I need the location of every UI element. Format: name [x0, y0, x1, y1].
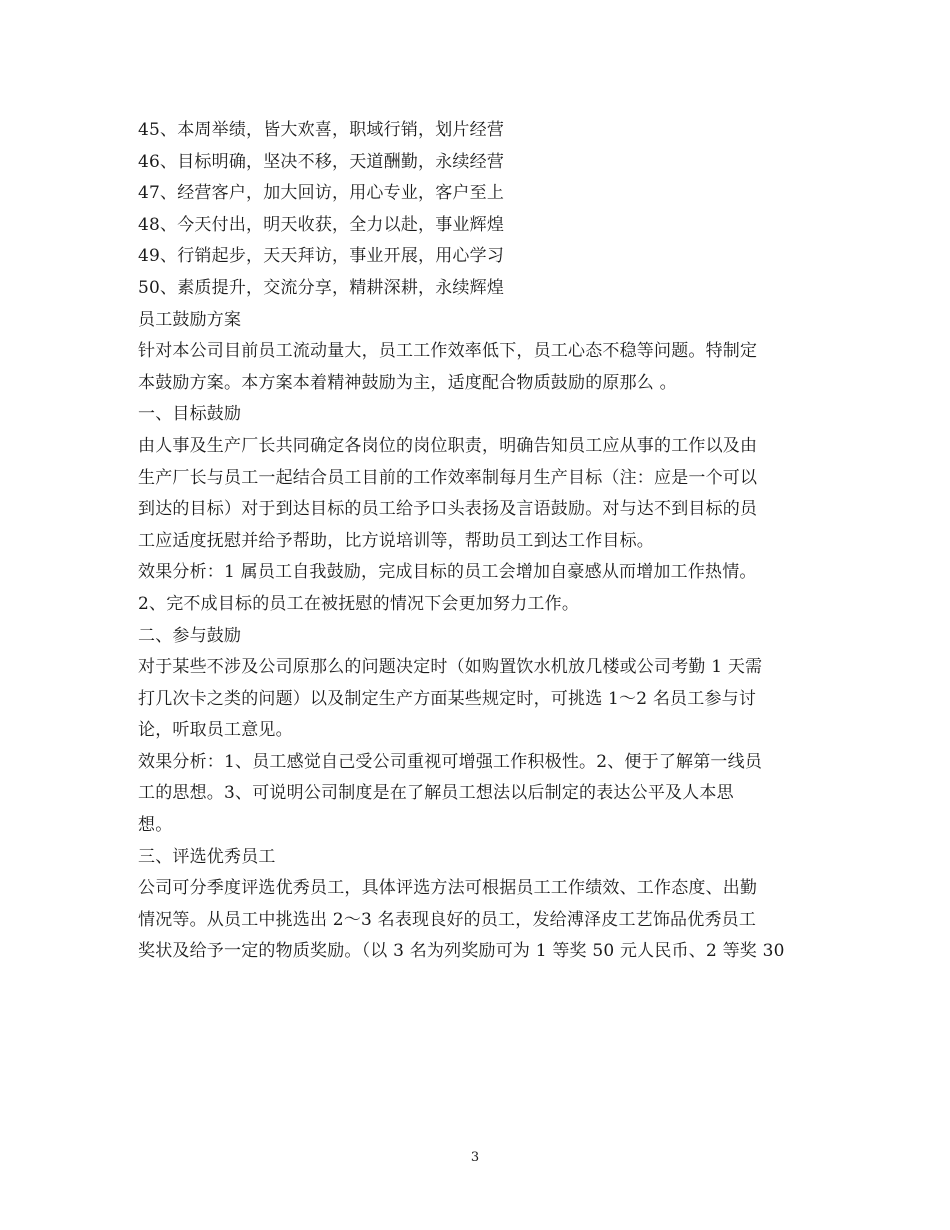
paragraph-line: 工应适度抚慰并给予帮助，比方说培训等，帮助员工到达工作目标。 — [138, 530, 654, 551]
paragraph-line: 效果分析：1 属员工自我鼓励，完成目标的员工会增加自豪感从而增加工作热情。 — [138, 562, 757, 583]
section-heading: 二、参与鼓励 — [138, 625, 242, 646]
paragraph-line: 工的思想。3、可说明公司制度是在了解员工想法以后制定的表达公平及人本思 — [138, 783, 734, 804]
text-line: 45、本周举绩，皆大欢喜，职域行销，划片经营 — [138, 120, 505, 140]
page-number: 3 — [470, 1150, 480, 1165]
section-heading: 一、目标鼓励 — [138, 404, 242, 425]
text-line: 46、目标明确，坚决不移，天道酬勤，永续经营 — [138, 151, 505, 172]
paragraph-line: 2、完不成目标的员工在被抚慰的情况下会更加努力工作。 — [138, 593, 580, 614]
document-body — [138, 115, 818, 968]
paragraph-line: 到达的目标）对于到达目标的员工给予口头表扬及言语鼓励。对与达不到目标的员 — [138, 499, 758, 520]
paragraph-line: 对于某些不涉及公司原那么的问题决定时（如购置饮水机放几楼或公司考勤 1 天需 — [138, 657, 763, 678]
text-line: 49、行销起步，天天拜访，事业开展，用心学习 — [138, 246, 505, 267]
paragraph-line: 情况等。从员工中挑选出 2～3 名表现良好的员工，发给溥泽皮工艺饰品优秀员工 — [138, 909, 757, 930]
section-title: 员工鼓励方案 — [138, 309, 242, 330]
paragraph-line: 效果分析：1、员工感觉自己受公司重视可增强工作积极性。2、便于了解第一线员 — [138, 751, 763, 772]
paragraph-line: 由人事及生产厂长共同确定各岗位的岗位职责，明确告知员工应从事的工作以及由 — [138, 435, 758, 456]
paragraph-line: 针对本公司目前员工流动量大，员工工作效率低下，员工心态不稳等问题。特制定 — [138, 341, 758, 362]
text-line: 48、今天付出，明天收获，全力以赴，事业辉煌 — [138, 214, 505, 235]
paragraph-line: 本鼓励方案。本方案本着精神鼓励为主，适度配合物质鼓励的原那么 。 — [138, 372, 677, 393]
paragraph-line: 打几次卡之类的问题）以及制定生产方面某些规定时，可挑选 1～2 名员工参与讨 — [138, 688, 757, 709]
text-line: 47、经营客户，加大回访，用心专业，客户至上 — [138, 183, 505, 204]
text-line: 50、素质提升，交流分享，精耕深耕，永续辉煌 — [138, 277, 505, 298]
paragraph-line: 公司可分季度评选优秀员工，具体评选方法可根据员工工作绩效、工作态度、出勤 — [138, 878, 758, 899]
section-heading: 三、评选优秀员工 — [138, 846, 276, 867]
paragraph-line: 生产厂长与员工一起结合员工目前的工作效率制每月生产目标（注：应是一个可以 — [138, 467, 758, 488]
paragraph-line: 奖状及给予一定的物质奖励。（以 3 名为列奖励可为 1 等奖 50 元人民币、2 等奖 30 — [138, 941, 785, 962]
paragraph-line: 论，听取员工意见。 — [138, 720, 293, 741]
paragraph-line: 想。 — [138, 815, 173, 836]
